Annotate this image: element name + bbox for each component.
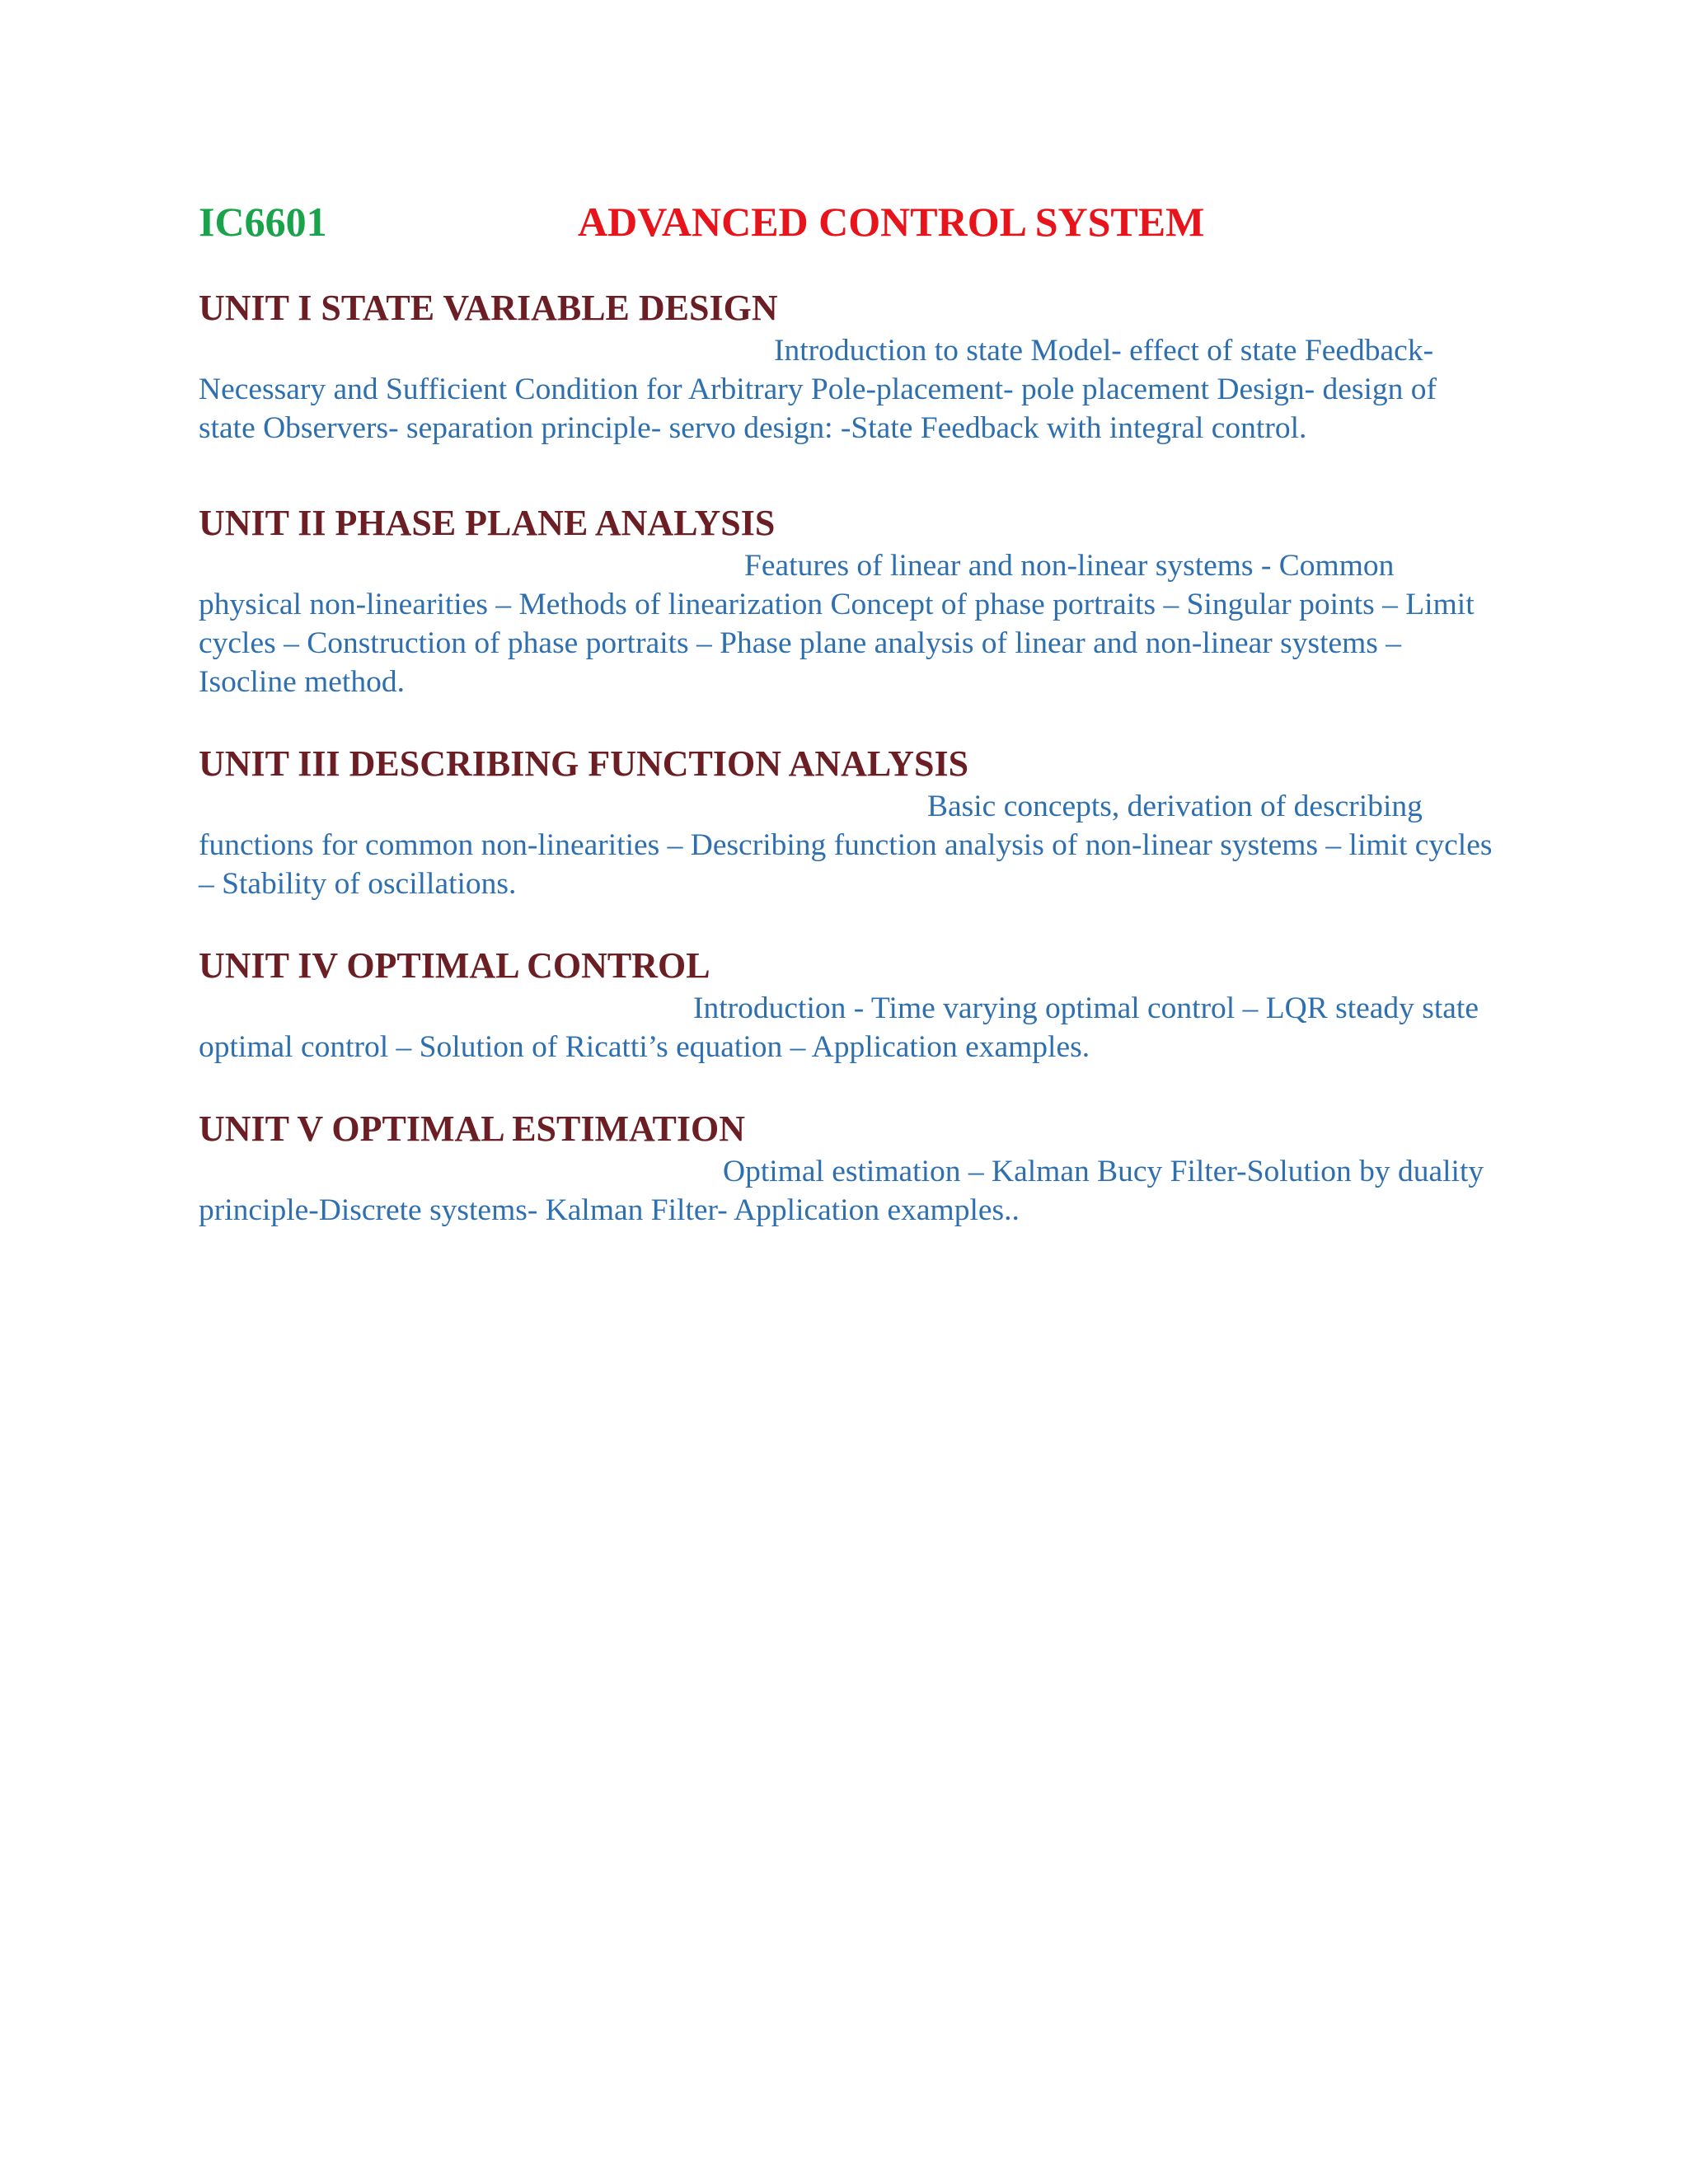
unit-heading: UNIT V OPTIMAL ESTIMATION <box>199 1108 746 1149</box>
unit-heading: UNIT II PHASE PLANE ANALYSIS <box>199 503 776 543</box>
unit-section <box>199 1106 1493 1230</box>
unit-body-text: Basic concepts, derivation of describing functions for common non-linearities – Describing function analysis of non-linear systems – limit cycles – Stability of oscillations. <box>199 790 1493 901</box>
course-title: ADVANCED CONTROL SYSTEM <box>578 199 1205 245</box>
unit-section <box>199 285 1493 448</box>
unit-body <box>199 989 1493 1066</box>
course-code: IC6601 <box>199 199 327 245</box>
syllabus <box>199 198 1493 1271</box>
unit-heading: UNIT I STATE VARIABLE DESIGN <box>199 288 778 328</box>
unit-section <box>199 943 1493 1066</box>
unit-section <box>199 500 1493 701</box>
unit-body-text: Features of linear and non-linear systems - Common physical non-linearities – Methods of linearization Concept of phase portraits – Singular points – Limit cycles – Construction of phase portraits – Phase plane analysis of linear and non-linear systems – Isocline method. <box>199 549 1475 699</box>
unit-heading: UNIT IV OPTIMAL CONTROL <box>199 945 710 986</box>
unit-section <box>199 741 1493 903</box>
unit-body <box>199 1152 1493 1230</box>
unit-body-text: Introduction to state Model- effect of state Feedback- Necessary and Sufficient Condition for Arbitrary Pole-placement- pole placement Design- design of state Observers- separation principle- servo design: -State Feedback with integral control. <box>199 334 1437 445</box>
unit-body-text: Introduction - Time varying optimal control – LQR steady state optimal control – Solution of Ricatti’s equation – Application examples. <box>199 991 1479 1064</box>
unit-body <box>199 546 1493 701</box>
unit-heading: UNIT III DESCRIBING FUNCTION ANALYSIS <box>199 743 969 784</box>
unit-body <box>199 331 1493 448</box>
unit-body-text: Optimal estimation – Kalman Bucy Filter-Solution by duality principle-Discrete systems- Kalman Filter- Application examples.. <box>199 1155 1484 1227</box>
unit-body <box>199 787 1493 903</box>
document-title-row <box>199 198 1493 255</box>
